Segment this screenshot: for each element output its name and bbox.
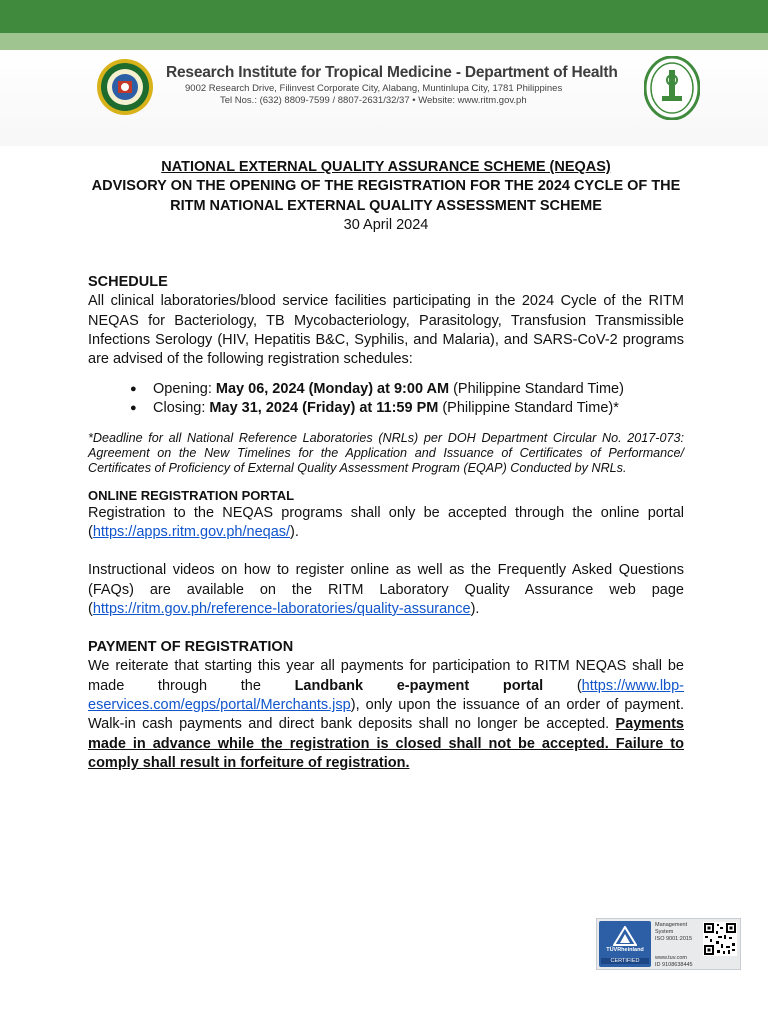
payment-heading: PAYMENT OF REGISTRATION [88, 639, 294, 656]
title-line-1: NATIONAL EXTERNAL QUALITY ASSURANCE SCHEME (NEQAS) [161, 159, 611, 175]
tuv-name: TÜVRheinland [606, 947, 644, 953]
schedule-intro: All clinical laboratories/blood service facilities participating in the 2024 Cycle of the RITM NEQAS for Bacteriology, TB Mycobacteriology, Parasitology, Transfusion Transmissible Infections Serology (HIV, Hepatitis B&C, Syphilis, and Malaria), and SARS-CoV-2 programs are advised of the following registration schedules: [88, 293, 684, 368]
institute-address: 9002 Research Drive, Filinvest Corporate City, Alabang, Muntinlupa City, 1781 Philippines [185, 83, 563, 94]
schedule-list [88, 380, 684, 419]
ms-line-1: Management [655, 922, 688, 928]
online-portal-para: Registration to the NEQAS programs shall only be accepted through the online portal (https://apps.ritm.gov.ph/neqas/). [88, 504, 684, 540]
doh-seal-icon [96, 58, 154, 116]
ritm-seal-icon [644, 56, 700, 120]
qr-code-icon [703, 922, 737, 956]
tuv-id: ID 9108638445 [655, 962, 693, 968]
institute-name: Research Institute for Tropical Medicine - Department of Health [166, 64, 618, 81]
landbank-portal-link[interactable]: https://www.lbp-eservices.com/egps/portal/Merchants.jsp [88, 677, 684, 714]
tuv-logo [599, 921, 651, 967]
top-banner-light [0, 33, 768, 50]
tuv-certified: CERTIFIED [601, 958, 649, 964]
top-banner-dark [0, 0, 768, 33]
instructional-videos-para: Instructional videos on how to register online as well as the Frequently Asked Questions (FAQs) are available on the RITM Laboratory Quality Assurance web page (https://ritm.gov.ph/reference-laboratories/quality-assurance). [88, 562, 684, 617]
quality-assurance-link[interactable]: https://ritm.gov.ph/reference-laboratories/quality-assurance [92, 600, 471, 617]
online-portal-heading: ONLINE REGISTRATION PORTAL [88, 487, 295, 503]
closing-item: ● Closing: May 31, 2024 (Friday) at 11:59 PM (Philippine Standard Time)* [88, 399, 684, 419]
ms-line-2: System [655, 929, 674, 935]
opening-item: ● Opening: May 06, 2024 (Monday) at 9:00 AM (Philippine Standard Time) [88, 380, 684, 400]
institute-contact: Tel Nos.: (632) 8809-7599 / 8807-2631/32/37 • Website: www.ritm.gov.ph [220, 95, 527, 106]
title-block [88, 158, 684, 235]
schedule-heading: SCHEDULE [88, 274, 168, 291]
document-body [88, 158, 684, 773]
deadline-note: *Deadline for all National Reference Laboratories (NRLs) per DOH Department Circular No. 2017-073: Agreement on the New Timelines for the Application and Issuance of Certificates of Performance/ Certificates of Proficiency of External Quality Assessment Program (EQAP) Conducted by NRLs. [88, 430, 684, 475]
neqas-portal-link[interactable]: https://apps.ritm.gov.ph/neqas/ [92, 523, 291, 540]
tuv-triangle-icon [613, 926, 637, 946]
landbank-portal-name: Landbank e-payment portal [294, 677, 544, 694]
payment-para: We reiterate that starting this year all payments for participation to RITM NEQAS shall be made through the Landbank e-payment portal (https://www.lbp-eservices.com/egps/portal/Merchants.jsp), only upon the issuance of an order of payment. Walk-in cash payments and direct bank deposits shall no longer be accepted. Payments made in advance while the registration is closed shall not be accepted. Failure to comply shall result in forfeiture of registration. [88, 658, 684, 771]
title-line-2: ADVISORY ON THE OPENING OF THE REGISTRATION FOR THE 2024 CYCLE OF THE RITM NATIONAL EXTERNAL QUALITY ASSESSMENT SCHEME [91, 178, 681, 214]
opening-date: May 06, 2024 (Monday) at 9:00 AM [215, 380, 450, 397]
tuv-web: www.tuv.com [655, 955, 687, 961]
advisory-date: 30 April 2024 [343, 216, 429, 233]
certification-badge [596, 918, 741, 970]
closing-date: May 31, 2024 (Friday) at 11:59 PM [209, 400, 439, 417]
payment-warning: Payments made in advance while the registration is closed shall not be accepted. Failure to comply shall result in forfeiture of registration. [88, 716, 684, 771]
ms-iso: ISO 9001:2015 [655, 936, 693, 942]
